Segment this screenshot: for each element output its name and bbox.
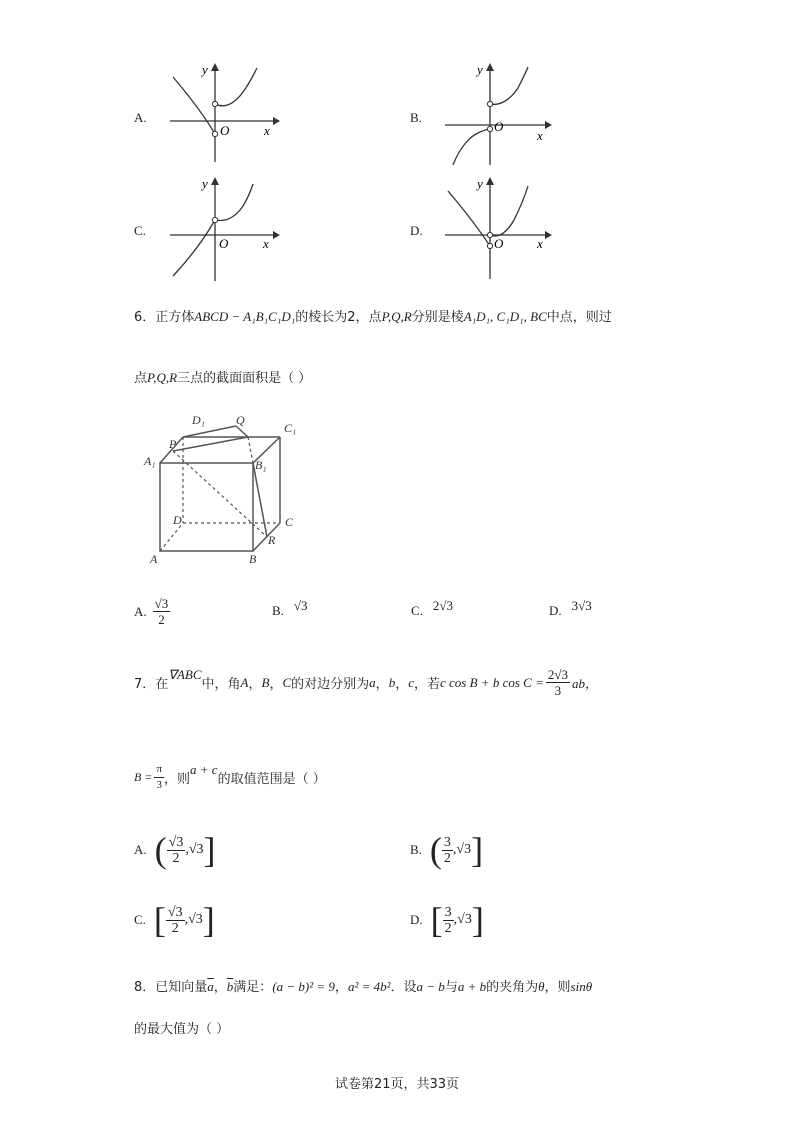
q5-d-origin-label: O (494, 236, 504, 251)
q5-option-a-label: A. (134, 110, 147, 125)
q5-option-d-graph (440, 176, 555, 281)
q6-stem-line2 (134, 367, 311, 386)
q7-option-d[interactable] (410, 902, 484, 938)
q8-comma: ， (334, 980, 348, 995)
q5-c-y-label: y (202, 176, 208, 191)
q7-stem-line1 (134, 667, 598, 698)
q8-text: ，则 (544, 980, 571, 995)
q5-option-d-label: D. (410, 223, 423, 238)
q7-option-d-label: D. (410, 912, 423, 927)
q8-text: 满足： (233, 980, 273, 995)
q7-equation-left: c cos B + b cos C = (440, 674, 544, 690)
q5-a-y-label: y (202, 62, 208, 77)
q6-label-c: C (285, 515, 294, 529)
q5-c-x-label: x (263, 236, 269, 251)
q7-option-a-label: A. (134, 842, 147, 857)
q7-b-equals: B = (134, 770, 153, 784)
q7-angle-a: A (240, 674, 249, 690)
q6-option-b-label: B. (272, 603, 284, 618)
q7-pi-over-3: $\frac{\pi}{3}$ (156, 763, 162, 791)
q8-theta: θ (538, 979, 545, 994)
q7-comma: ， (395, 677, 409, 692)
q5-d-y-label: y (477, 176, 483, 191)
q6-points: P,Q,R (147, 370, 178, 385)
q7-text: ，则 (164, 772, 191, 787)
q6-label-a: A (150, 552, 158, 566)
q8-equation-2: a² = 4b² (347, 979, 391, 994)
q6-points: P,Q,R (381, 309, 412, 324)
q8-text: 与 (444, 980, 458, 995)
q5-option-b-graph (440, 62, 555, 167)
q6-cube-figure (140, 410, 310, 574)
q7-option-a[interactable] (134, 832, 216, 868)
q7-equation-fraction: $\frac{2√3}{3}$ (547, 667, 568, 698)
page-footer: 试卷第21页，共33页 (334, 1077, 460, 1092)
q7-text: 的取值范围是（ ） (217, 772, 326, 787)
q7-option-c-value: [ $\frac{√3}{2}$ ,√3 ] (153, 900, 215, 940)
q7-option-b-value: ( $\frac{3}{2}$ ,√3 ] (429, 830, 484, 870)
q8-text: 的夹角为 (486, 980, 539, 995)
q6-option-d[interactable] (549, 598, 592, 619)
q6-option-a-label: A. (134, 603, 147, 619)
q6-option-c-value: 2√3 (432, 598, 454, 613)
q7-angle-c: C (282, 674, 292, 690)
q6-option-b-value: √3 (293, 598, 308, 613)
q5-d-x-label: x (537, 236, 543, 251)
q7-comma: ， (269, 677, 283, 692)
q7-a-plus-c: a + c (190, 761, 218, 777)
q5-option-c-label: C. (134, 223, 146, 238)
q7-option-c-label: C. (134, 912, 146, 927)
q6-option-d-label: D. (549, 603, 562, 618)
q7-comma: ， (375, 677, 389, 692)
q8-sin-theta: sinθ (570, 979, 593, 994)
q6-edges: A₁D₁, C₁D₁, BC (463, 309, 547, 324)
q8-equation-1: (a − b)² = 9 (272, 979, 335, 994)
q7-triangle: ∇ABC (168, 666, 202, 682)
q6-cube-name: ABCD − A₁B₁C₁D₁ (194, 309, 296, 324)
q6-text: 的棱长为2，点 (295, 310, 382, 325)
q7-option-d-value: [ $\frac{3}{2}$ ,√3 ] (430, 900, 484, 940)
q6-text: 分别是棱 (411, 310, 464, 325)
q6-option-d-value: 3√3 (571, 598, 592, 613)
q8-vector-a: $\overline{a}$ (207, 979, 214, 994)
q7-text: 的对边分别为 (291, 677, 370, 692)
q5-b-origin-label: O (494, 119, 504, 134)
q5-option-c-graph (165, 176, 280, 281)
q6-text: 6．正方体 (134, 310, 195, 325)
q6-option-b[interactable] (272, 598, 308, 619)
q8-comma: ， (213, 980, 227, 995)
q6-option-c[interactable] (411, 598, 453, 619)
q8-stem-line2: 的最大值为（ ） (134, 1022, 230, 1037)
q8-stem-line1 (134, 976, 592, 995)
q6-option-c-label: C. (411, 603, 423, 618)
q7-comma: ， (248, 677, 262, 692)
q6-option-a[interactable] (134, 596, 170, 627)
q5-option-a-graph (165, 62, 280, 162)
q6-label-d: D (173, 513, 182, 527)
q6-label-b: B (249, 552, 257, 566)
q8-a-plus-b: a + b (457, 979, 487, 994)
q6-text: 三点的截面面积是（ ） (177, 371, 312, 386)
q7-equation-right: ab， (571, 676, 598, 691)
q6-label-q: Q (236, 413, 245, 427)
q7-option-a-value: ( $\frac{√3}{2}$ ,√3 ] (154, 830, 216, 870)
q8-text: ．设 (390, 980, 417, 995)
q7-side-a: a (369, 674, 376, 690)
q6-text: 中点，则过 (546, 310, 612, 325)
q8-text: 8．已知向量 (134, 980, 208, 995)
q6-label-c1: C₁ (284, 421, 297, 435)
q7-stem-line2 (134, 762, 326, 793)
q7-text: 中，角 (201, 677, 241, 692)
q6-label-r: R (268, 533, 276, 547)
q6-option-a-value: $\frac{√3}{2}$ (154, 596, 169, 627)
q7-side-c: c (408, 674, 414, 690)
q7-side-b: b (388, 674, 396, 690)
q5-a-x-label: x (264, 123, 270, 138)
q8-a-minus-b: a − b (416, 979, 445, 994)
q7-text: ，若 (413, 677, 440, 692)
q7-option-b[interactable] (410, 832, 483, 868)
q6-label-b1: B₁ (255, 458, 267, 472)
q6-text: 点 (134, 371, 148, 386)
q5-a-origin-label: O (220, 123, 230, 138)
q5-b-y-label: y (477, 62, 483, 77)
q7-option-b-label: B. (410, 842, 422, 857)
q5-c-origin-label: O (219, 236, 229, 251)
q8-vector-b: $\overline{b}$ (226, 979, 234, 994)
q7-text: 7．在 (134, 677, 169, 692)
q7-option-c[interactable] (134, 902, 215, 938)
q5-b-x-label: x (537, 128, 543, 143)
q6-label-d1: D₁ (192, 413, 205, 427)
q5-option-b-label: B. (410, 110, 422, 125)
q6-stem-line1 (134, 306, 612, 325)
q6-label-p: P (169, 437, 177, 451)
q6-label-a1: A₁ (144, 454, 156, 468)
q7-angle-b: B (261, 674, 270, 690)
